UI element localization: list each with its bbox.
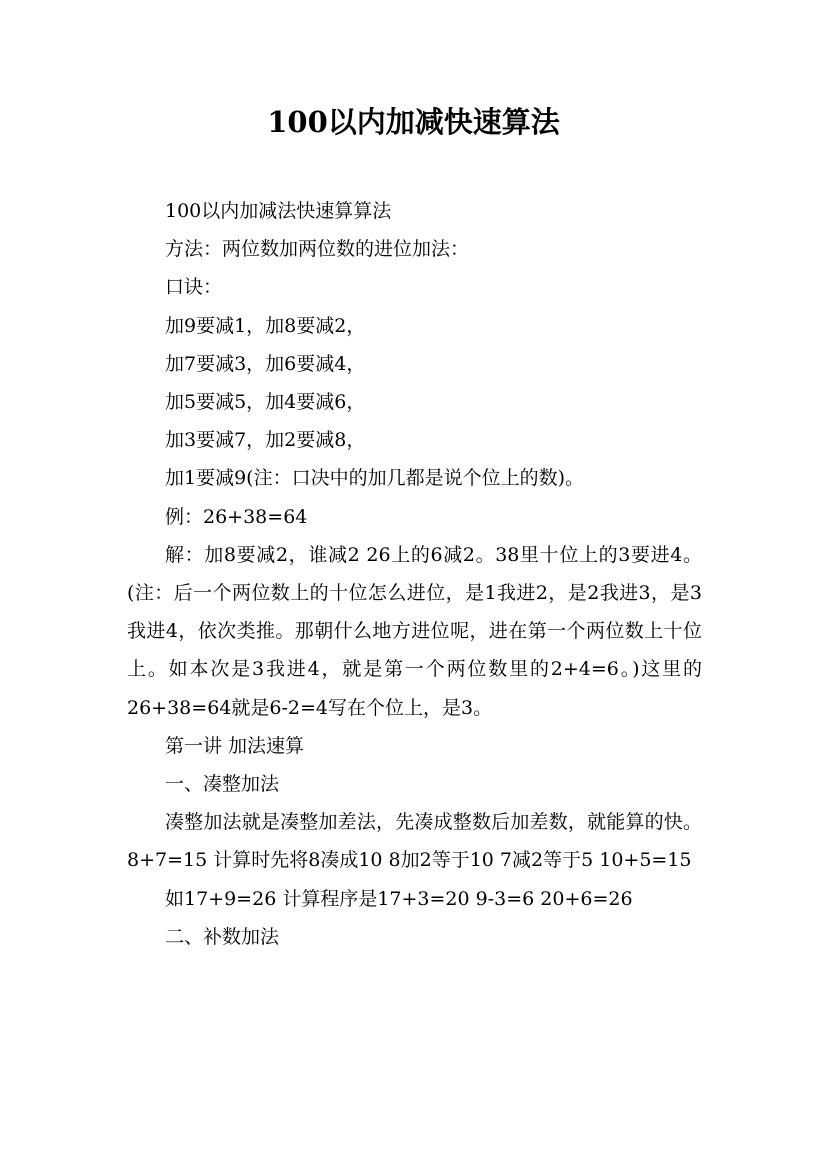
paragraph-mnemonic-line-5: 加1要减9(注：口决中的加几都是说个位上的数)。: [165, 467, 585, 490]
paragraph-mnemonic-line-2: 加7要减3，加6要减4，: [165, 352, 366, 375]
paragraph-section-heading-1: 一、凑整加法: [165, 773, 280, 796]
paragraph-example: 例：26+38=64: [165, 505, 308, 528]
paragraph-mnemonic-line-3: 加5要减5，加4要减6，: [165, 391, 366, 414]
paragraph-mnemonic-label: 口诀：: [165, 276, 223, 299]
paragraph-mnemonic-line-4: 加3要减7，加2要减8，: [165, 429, 366, 452]
paragraph-solution: 解：加8要减2，谁减2 26上的6减2。38里十位上的3要进4。(注：后一个两位数上的十位怎么进位，是1我进2，是2我进3，是3我进4，依次类推。那朝什么地方进位呢，进在第一个两位数上十位上。如本次是3我进4，就是第一个两位数里的2+4=6。)这里的26+38=64就是6-2=4写在个位上，是3。: [127, 543, 702, 719]
paragraph-rounding-example: 如17+9=26 计算程序是17+3=20 9-3=6 20+6=26: [165, 887, 633, 910]
paragraph-mnemonic-line-1: 加9要减1，加8要减2，: [165, 314, 366, 337]
document-title: 100以内加减快速算法: [267, 105, 560, 139]
paragraph-method: 方法：两位数加两位数的进位加法：: [165, 238, 470, 261]
document-body: [127, 192, 702, 956]
paragraph-rounding-explanation: 凑整加法就是凑整加差法，先凑成整数后加差数，就能算的快。8+7=15 计算时先将8凑成10 8加2等于10 7减2等于5 10+5=15: [127, 811, 702, 872]
paragraph-lecture-heading: 第一讲 加法速算: [165, 734, 305, 757]
paragraph-section-heading-2: 二、补数加法: [165, 925, 280, 948]
paragraph-heading-line: 100以内加减法快速算算法: [165, 200, 392, 222]
